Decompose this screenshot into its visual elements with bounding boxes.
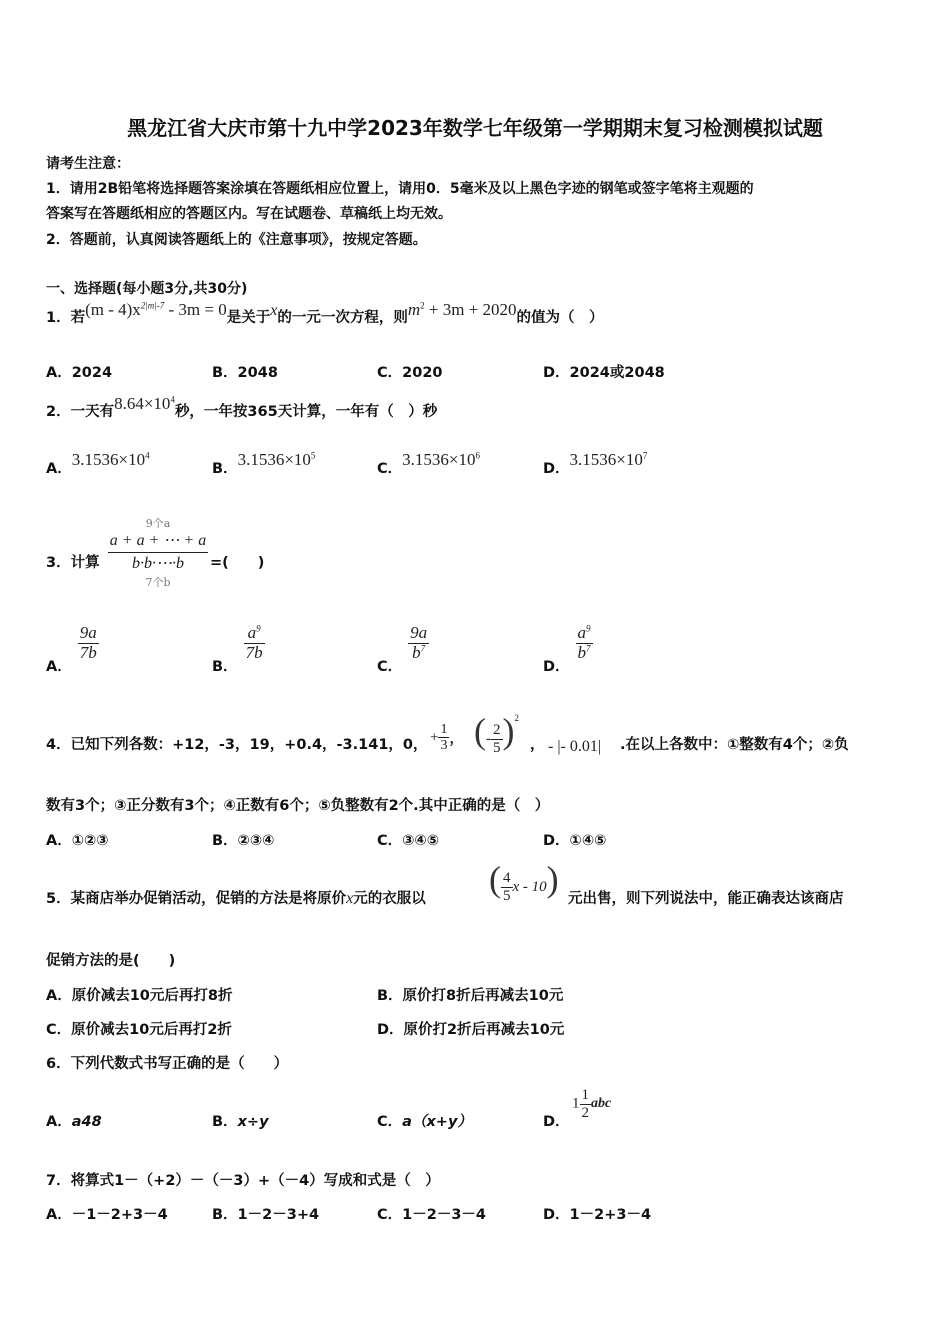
q1-option-b: B．2048 xyxy=(212,365,278,381)
q3-option-c: C． $\frac{9a}{b^7}$ xyxy=(377,623,428,676)
q1-option-a: A．2024 xyxy=(46,365,113,381)
q4-line2: 数有3个；③正分数有3个；④正数有6个；⑤负整数有2个.其中正确的是（ ） xyxy=(46,798,550,814)
q5-option-d: D．原价打2折后再减去10元 xyxy=(377,1022,565,1038)
q3-fraction xyxy=(108,515,208,590)
q2-option-d: D．$3.1536\times 10^7$ xyxy=(543,450,648,477)
q4-squared-fraction: (- $\frac{2}{5}$ )$^2$ xyxy=(474,711,519,756)
notice-item1-line1: 1．请用2B铅笔将选择题答案涂填在答题纸相应位置上，请用0．5毫米及以上黑色字迹的钢笔或签字笔将主观题的 xyxy=(46,181,754,197)
q7-stem: 7．将算式1－（+2）－（－3）+（－4）写成和式是（ ） xyxy=(46,1173,440,1189)
notice-item1-line2: 答案写在答题纸相应的答题区内。写在试题卷、草稿纸上均无效。 xyxy=(46,206,452,222)
question-1: 1．若$(m - 4)x^{2|m|-7} - 3m = 0$是关于x的一元一次方程，则$m^2 + 3m + 2020$的值为（ ） xyxy=(46,300,604,326)
q3-option-b: B． $\frac{a^9}{7b}$ xyxy=(212,623,263,676)
q1-option-d: D．2024或2048 xyxy=(543,365,665,381)
q4-option-a: A．①②③ xyxy=(46,833,109,849)
q6-option-b: B．x÷y xyxy=(212,1114,269,1130)
q5-option-a: A．原价减去10元后再打8折 xyxy=(46,988,233,1004)
q2-option-c: C．$3.1536\times 10^6$ xyxy=(377,450,480,477)
page-title: 黑龙江省大庆市第十九中学2023年数学七年级第一学期期末复习检测模拟试题 xyxy=(127,116,823,140)
q7-option-d: D．1－2+3－4 xyxy=(543,1207,652,1223)
q4-comma: ， xyxy=(530,737,545,753)
q4-line1-start: 4．已知下列各数：+12，-3，19，+0.4，-3.141，0， xyxy=(46,737,428,753)
q6-option-d-label: D． xyxy=(543,1114,570,1130)
q1-number: 1．若 xyxy=(46,310,86,326)
q3-denominator: b·b·⋯·b xyxy=(132,555,184,572)
q4-option-b: B．②③④ xyxy=(212,833,275,849)
q3-numerator: a + a + ⋯ + a xyxy=(109,532,207,549)
q3-under-note: 7个b xyxy=(145,576,171,589)
section-heading: 一、选择题(每小题3分,共30分) xyxy=(46,281,248,297)
q2-option-a: A．$3.1536\times 10^4$ xyxy=(46,450,150,477)
q1-equation: $(m - 4)x^{2|m|-7} - 3m = 0$ xyxy=(85,300,227,319)
q2-value: $8.64\times 10^4$ xyxy=(114,394,175,413)
q5-line2: 促销方法的是( ) xyxy=(46,953,176,969)
q5-price-expression: ( $\frac{4}{5}$ x - 10) xyxy=(489,859,559,904)
q3-option-d: D． $\frac{a^9}{b^7}$ xyxy=(543,623,591,676)
question-2: 2．一天有$8.64\times 10^4$秒，一年按365天计算，一年有（ ）秒 xyxy=(46,394,438,420)
q4-line1-tail: .在以上各数中：①整数有4个；②负 xyxy=(620,737,849,753)
q2-option-b: B．$3.1536\times 10^5$ xyxy=(212,450,316,477)
q3-number: 3．计算 xyxy=(46,555,100,571)
q1-expression: $m^2 + 3m + 2020$ xyxy=(407,300,517,319)
notice-heading: 请考生注意： xyxy=(46,156,130,172)
q4-abs-expression: - |- 0.01| xyxy=(548,738,602,755)
q4-plus-third: + $\frac{1}{3}$ ， xyxy=(430,722,464,754)
q5-option-b: B．原价打8折后再减去10元 xyxy=(377,988,564,1004)
q7-option-c: C．1－2－3－4 xyxy=(377,1207,486,1223)
q3-equals: =( ) xyxy=(210,555,265,571)
q4-option-c: C．③④⑤ xyxy=(377,833,439,849)
q3-fraction-bar xyxy=(108,552,208,553)
q5-option-c: C．原价减去10元后再打2折 xyxy=(46,1022,232,1038)
q6-option-a: A．a48 xyxy=(46,1114,102,1130)
q3-option-a: A． $\frac{9a}{7b}$ xyxy=(46,623,97,676)
q1-option-c: C．2020 xyxy=(377,365,443,381)
q6-stem: 6．下列代数式书写正确的是（ ） xyxy=(46,1056,289,1072)
q6-option-c: C．a（x+y） xyxy=(377,1114,472,1130)
notice-item2: 2．答题前，认真阅读答题纸上的《注意事项》，按规定答题。 xyxy=(46,232,427,248)
q5-line1-tail: 元出售，则下列说法中，能正确表达该商店 xyxy=(568,891,844,907)
q4-option-d: D．①④⑤ xyxy=(543,833,607,849)
q6-option-d-mixed-number: 1 $\frac{1}{2}$ abc xyxy=(572,1087,612,1121)
q3-over-note: 9个a xyxy=(145,517,171,530)
q7-option-b: B．1－2－3+4 xyxy=(212,1207,320,1223)
q5-line1-start: 5．某商店举办促销活动，促销的方法是将原价x元的衣服以 xyxy=(46,890,426,907)
q7-option-a: A．－1－2+3－4 xyxy=(46,1207,168,1223)
